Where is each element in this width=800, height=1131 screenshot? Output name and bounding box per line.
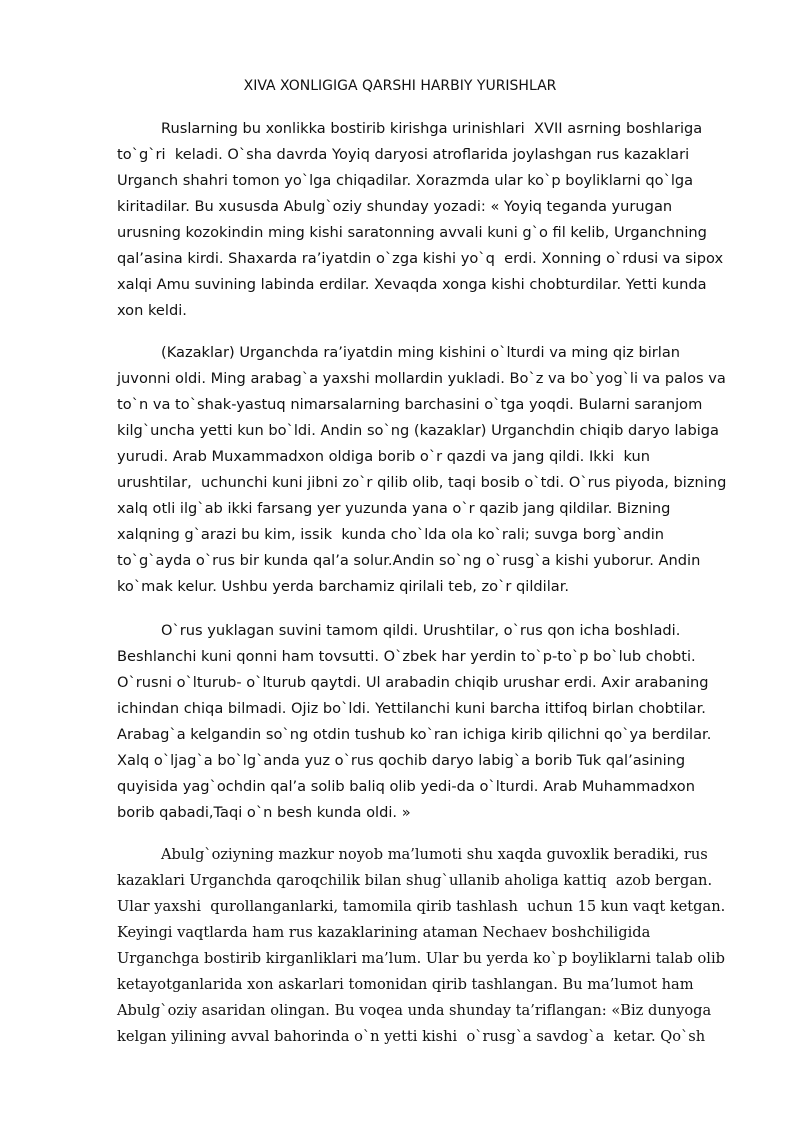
paragraph-1 [117, 116, 757, 324]
paragraph-line: O`rusni o`lturub- o`lturub qaytdi. Ul arabadin chiqib urushar erdi. Axir arabaning [117, 674, 709, 691]
paragraph-line: kilg`uncha yetti kun bo`ldi. Andin so`ng (kazaklar) Urganchdin chiqib daryo labiga [117, 422, 719, 439]
paragraph-line: Urganch shahri tomon yo`lga chiqadilar. Xorazmda ular ko`p boyliklarni qo`lga [117, 172, 694, 189]
paragraph-line: Ruslarning bu xonlikka bostirib kirishga urinishlari XVII asrning boshlariga [161, 120, 703, 137]
paragraph-line: xon keldi. [117, 302, 187, 319]
paragraph-line: ichindan chiqa bilmadi. Ojiz bo`ldi. Yettilanchi kuni barcha ittifoq birlan chobtilar. [117, 700, 706, 717]
paragraph-line: xalq otli ilg`ab ikki farsang yer yuzunda yana o`r qazib jang qildilar. Bizning [117, 500, 671, 517]
paragraph-line: Arabag`a kelgandin so`ng otdin tushub ko`ran ichiga kirib qilichni qo`ya berdilar. [117, 726, 712, 743]
paragraph-line: qal’asina kirdi. Shaxarda ra’iyatdin o`zga kishi yo`q erdi. Xonning o`rdusi va sipox [117, 250, 724, 267]
paragraph-line: urusning kozokindin ming kishi saratonning avvali kuni g`o fil kelib, Urganchning [117, 224, 707, 241]
paragraph-line: urushtilar, uchunchi kuni jibni zo`r qilib olib, taqi bosib o`tdi. O`rus piyoda, bizning [117, 474, 727, 491]
paragraph-line: Xalq o`ljag`a bo`lg`anda yuz o`rus qochib daryo labig`a borib Tuk qal’asining [117, 752, 686, 769]
paragraph-line: borib qabadi,Taqi o`n besh kunda oldi. » [117, 804, 411, 821]
paragraph-3 [117, 618, 757, 826]
paragraph-line: ketayotganlarida xon askarlari tomonidan qirib tashlangan. Bu ma’lumot ham [117, 976, 694, 993]
paragraph-line: ko`mak kelur. Ushbu yerda barchamiz qirilali teb, zo`r qildilar. [117, 578, 569, 595]
paragraph-line: Beshlanchi kuni qonni ham tovsutti. O`zbek har yerdin to`p-to`p bo`lub chobti. [117, 648, 696, 665]
paragraph-line: Abulg`oziyning mazkur noyob ma’lumoti shu xaqda guvoxlik beradiki, rus [161, 846, 708, 863]
paragraph-line: kelgan yilining avval bahorinda o`n yetti kishi o`rusg`a savdog`a ketar. Qo`sh [117, 1028, 706, 1045]
paragraph-line: (Kazaklar) Urganchda ra’iyatdin ming kishini o`lturdi va ming qiz birlan [161, 344, 681, 361]
paragraph-line: O`rus yuklagan suvini tamom qildi. Urushtilar, o`rus qon icha boshladi. [161, 622, 681, 639]
paragraph-4 [117, 842, 757, 1050]
paragraph-line: kazaklari Urganchda qaroqchilik bilan shug`ullanib aholiga kattiq azob bergan. [117, 872, 713, 889]
paragraph-line: to`g`ayda o`rus bir kunda qal’a solur.Andin so`ng o`rusg`a kishi yuborur. Andin [117, 552, 701, 569]
paragraph-line: Ular yaxshi qurollanganlarki, tamomila qirib tashlash uchun 15 kun vaqt ketgan. [117, 898, 726, 915]
document-title: XIVA XONLIGIGA QARSHI HARBIY YURISHLAR [243, 78, 557, 94]
paragraph-line: to`g`ri keladi. O`sha davrda Yoyiq daryosi atroflarida joylashgan rus kazaklari [117, 146, 690, 163]
paragraph-line: yurudi. Arab Muxammadxon oldiga borib o`r qazdi va jang qildi. Ikki kun [117, 448, 650, 465]
paragraph-line: to`n va to`shak-yastuq nimarsalarning barchasini o`tga yoqdi. Bularni saranjom [117, 396, 703, 413]
paragraph-line: Abulg`oziy asaridan olingan. Bu voqea unda shunday ta’riflangan: «Biz dunyoga [117, 1002, 712, 1019]
paragraph-line: kiritadilar. Bu xususda Abulg`oziy shunday yozadi: « Yoyiq teganda yurugan [117, 198, 673, 215]
paragraph-line: juvonni oldi. Ming arabag`a yaxshi mollardin yukladi. Bo`z va bo`yog`li va palos va [117, 370, 726, 387]
paragraph-line: quyisida yag`ochdin qal’a solib baliq olib yedi-da o`lturdi. Arab Muhammadxon [117, 778, 695, 795]
paragraph-2 [117, 340, 757, 600]
paragraph-line: xalqning g`arazi bu kim, issik kunda cho`lda ola ko`rali; suvga borg`andin [117, 526, 665, 543]
paragraph-line: Keyingi vaqtlarda ham rus kazaklarining ataman Nechaev boshchiligida [117, 924, 651, 941]
paragraph-line: xalqi Amu suvining labinda erdilar. Xevaqda xonga kishi chobturdilar. Yetti kunda [117, 276, 707, 293]
paragraph-line: Urganchga bostirib kirganliklari ma’lum. Ular bu yerda ko`p boyliklarni talab olib [117, 950, 725, 967]
